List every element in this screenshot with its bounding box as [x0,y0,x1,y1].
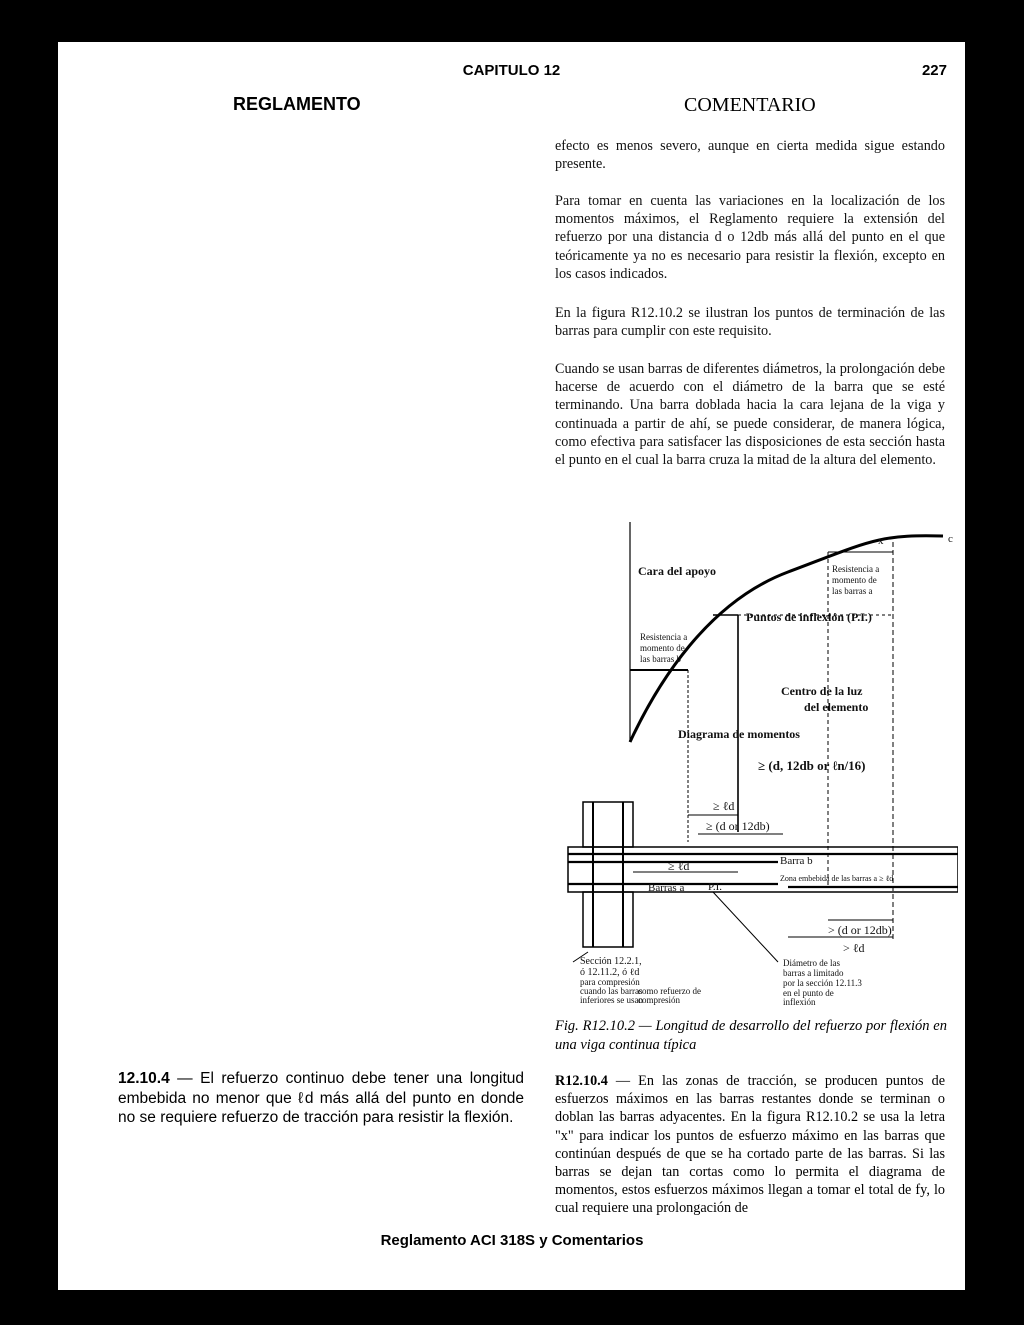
mark-x: x [878,535,884,547]
label-diametro-2: barras a limitado [783,968,844,978]
label-pi: Puntos de inflexión (P.I.) [746,610,872,624]
label-dim3: > (d or 12db) [828,923,892,937]
column-bottom [583,892,633,947]
label-zona: Zona embebida de las barras a ≥ ℓd [780,874,894,883]
label-centro-2: del elemento [804,700,869,714]
label-cara: Cara del apoyo [638,564,716,578]
page-footer: Reglamento ACI 318S y Comentarios [380,1232,644,1249]
label-diametro-1: Diámetro de las [783,958,840,968]
label-res-b-3: las barras b [640,654,681,664]
label-seccion-4: cuando las barras [580,986,643,996]
label-ld3: > ℓd [843,941,865,955]
right-column-heading: COMENTARIO [684,94,816,116]
label-diametro-4: en el punto de [783,988,834,998]
label-seccion-1: Sección 12.2.1, [580,956,642,967]
figure-caption: Fig. R12.10.2 — Longitud de desarrollo del refuerzo por flexión en una viga continua típica [555,1018,947,1053]
code-12-10-4 [118,1069,524,1128]
r12-text: — En las zonas de tracción, se producen puntos de esfuerzos máximos en las barras restantes donde se terminan o doblan las barras adyacentes. En la figura R12.10.2 se usa la letra "x" para indicar los puntos de esfuerzo máximo en las barras que continúan después de que se ha cortado parte de las barras. Si las barras se dejan tan cortas como lo permita el diagrama de momentos, estos esfuerzos máximos llegan a tomar el total de fy, lo cual requiere una prolongación de [555,1073,945,1217]
label-seccion-7: compresión [638,995,680,1005]
label-res-a-3: las barras a [832,586,873,596]
label-res-b-1: Resistencia a [640,632,688,642]
label-dim1: ≥ (d, 12db or ℓn/16) [758,758,866,773]
mark-c: c [948,533,953,545]
commentary-paragraph-4: Cuando se usan barras de diferentes diámetros, la prolongación debe hacerse de acuerdo con el diámetro de la barra que se esté terminando. Una barra doblada hacia la cara lejana de la viga y continuada a partir de ahí, se puede considerar, de manera lógica, como efectiva para satisfacer las disposiciones de esta sección hasta el punto en el cual la barra cruza la mitad de la altura del elemento. [555,361,945,469]
label-centro-1: Centro de la luz [781,684,863,698]
label-seccion-2: ó 12.11.2, ó ℓd [580,967,640,978]
label-res-a-2: momento de [832,575,877,585]
commentary-r12-10-4 [555,1072,945,1218]
label-barra-b: Barra b [780,855,813,867]
page [58,42,965,1290]
chapter-title: CAPITULO 12 [462,62,561,79]
label-res-a-1: Resistencia a [832,564,880,574]
figure-r12-10-2 [548,482,958,1007]
page-number: 227 [921,62,947,79]
label-dim2: ≥ (d or 12db) [706,819,770,833]
commentary-paragraph-2: Para tomar en cuenta las variaciones en la localización de los momentos máximos, el Reglamento requiere la extensión del refuerzo por una distancia d o 12db más allá del punto en el que teóricamente ya no es necesario para resistir la flexión, excepto en los casos indicados. [555,193,945,282]
label-diagrama: Diagrama de momentos [678,727,800,741]
left-column-heading: REGLAMENTO [233,94,361,114]
label-seccion-5: inferiores se usan [580,995,643,1005]
label-seccion-3: para compresión [580,977,640,987]
label-barras-a: Barras a [648,882,685,894]
label-res-b-2: momento de [640,643,685,653]
label-seccion-6: como refuerzo de [638,986,701,996]
code-text: — El refuerzo continuo debe tener una longitud embebida no menor que ℓd más allá del punto en donde no se requiere refuerzo de tracción para resistir la flexión. [118,1070,524,1126]
label-ld2: ≥ ℓd [668,859,690,873]
r12-id: R12.10.4 [555,1073,608,1089]
commentary-paragraph-top: efecto es menos severo, aunque en cierta medida sigue estando presente. [555,138,945,173]
commentary-paragraph-3: En la figura R12.10.2 se ilustran los puntos de terminación de las barras para cumplir con este requisito. [555,305,945,340]
label-diametro-3: por la sección 12.11.3 [783,978,862,988]
code-id: 12.10.4 [118,1070,170,1087]
label-ld1: ≥ ℓd [713,799,735,813]
column-top [583,802,633,847]
label-pi2: P.I. [708,881,723,893]
leader-diametro [713,892,778,962]
label-diametro-5: inflexión [783,997,816,1007]
